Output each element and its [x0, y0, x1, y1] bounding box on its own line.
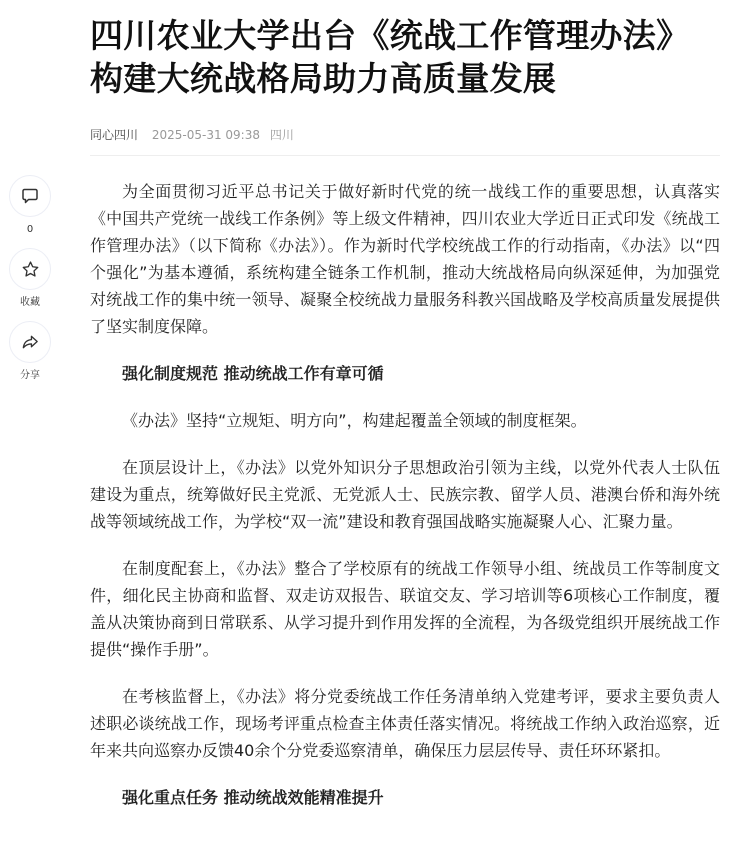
- paragraph: 为全面贯彻习近平总书记关于做好新时代党的统一战线工作的重要思想，认真落实《中国共产党统一战线工作条例》等上级文件精神，四川农业大学近日正式印发《统战工作管理办法》（以下简称《办法》）。作为新时代学校统战工作的行动指南，《办法》以“四个强化”为基本遵循，系统构建全链条工作机制，推动大统战格局向纵深延伸，为加强党对统战工作的集中统一领导、凝聚全校统战力量服务科教兴国战略及学校高质量发展提供了坚实制度保障。: [90, 182, 720, 336]
- comment-icon: [21, 187, 39, 205]
- article: [90, 14, 720, 831]
- favorite-circle[interactable]: [9, 248, 51, 290]
- share-button[interactable]: [9, 321, 51, 382]
- favorite-button[interactable]: [9, 248, 51, 309]
- article-title: 四川农业大学出台《统战工作管理办法》构建大统战格局助力高质量发展: [90, 16, 690, 98]
- paragraph: 在顶层设计上，《办法》以党外知识分子思想政治引领为主线，以党外代表人士队伍建设为重点，统筹做好民主党派、无党派人士、民族宗教、留学人员、港澳台侨和海外统战等领域统战工作，为学校“双一流”建设和教育强国战略实施凝聚人心、汇聚力量。: [90, 458, 720, 531]
- comment-circle[interactable]: [9, 175, 51, 217]
- comment-button[interactable]: [9, 175, 51, 236]
- article-source[interactable]: 同心四川: [90, 128, 139, 142]
- comment-count: 0: [26, 224, 34, 235]
- star-icon: [21, 260, 40, 279]
- article-meta: [90, 127, 720, 156]
- share-icon: [21, 333, 40, 352]
- article-location: 四川: [269, 128, 294, 142]
- article-body: [90, 178, 720, 811]
- share-circle[interactable]: [9, 321, 51, 363]
- paragraph: 在制度配套上，《办法》整合了学校原有的统战工作领导小组、统战员工作等制度文件，细化民主协商和监督、双走访双报告、联谊交友、学习培训等6项核心工作制度，覆盖从决策协商到日常联系、从学习提升到作用发挥的全流程，为各级党组织开展统战工作提供“操作手册”。: [90, 559, 720, 659]
- section-heading: 强化制度规范 推动统战工作有章可循: [122, 364, 384, 383]
- section-heading: 强化重点任务 推动统战效能精准提升: [122, 788, 384, 807]
- favorite-label: 收藏: [20, 297, 40, 308]
- paragraph: 《办法》坚持“立规矩、明方向”，构建起覆盖全领域的制度框架。: [122, 411, 587, 430]
- share-label: 分享: [20, 370, 40, 381]
- article-time: 2025-05-31 09:38: [151, 128, 260, 142]
- paragraph: 在考核监督上，《办法》将分党委统战工作任务清单纳入党建考评，要求主要负责人述职必谈统战工作，现场考评重点检查主体责任落实情况。将统战工作纳入政治巡察，近年来共向巡察办反馈40余个分党委巡察清单，确保压力层层传导、责任环环紧扣。: [90, 687, 720, 760]
- article-action-sidebar: [9, 175, 51, 394]
